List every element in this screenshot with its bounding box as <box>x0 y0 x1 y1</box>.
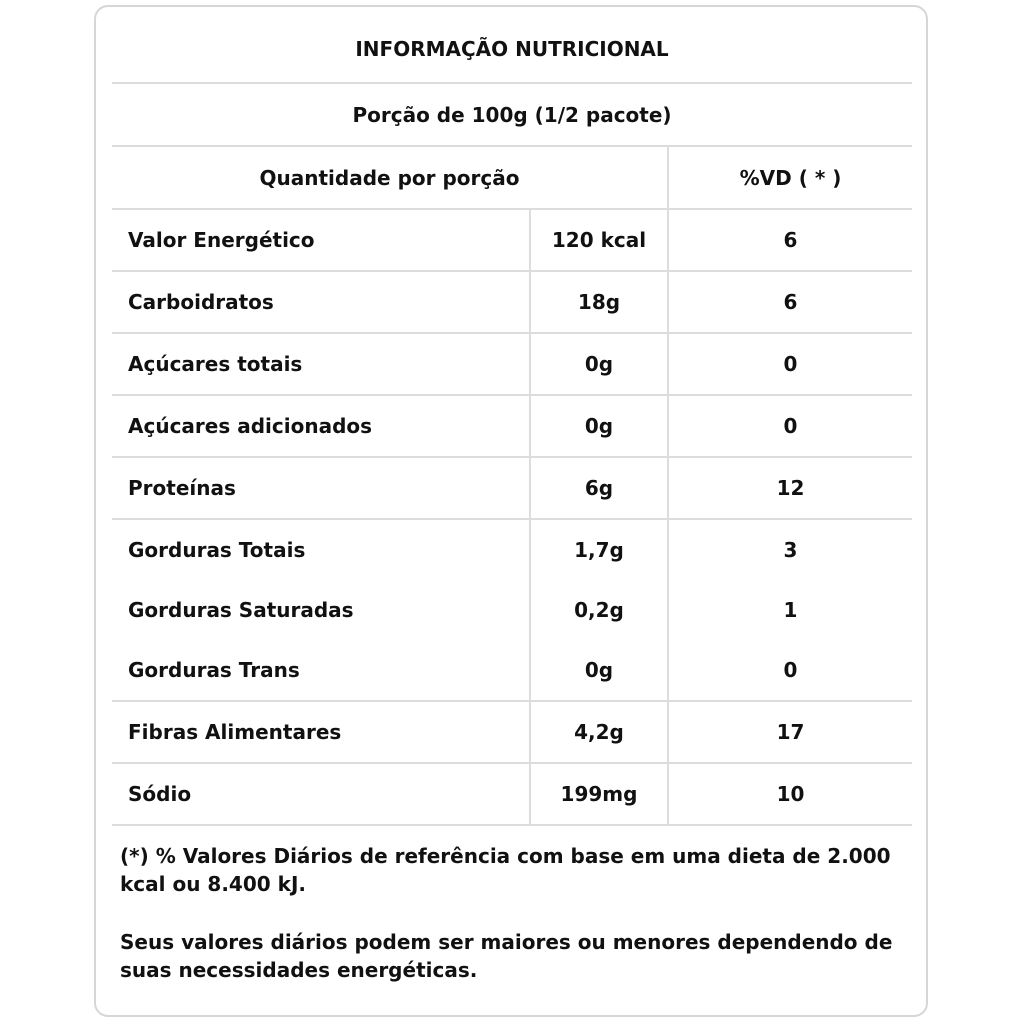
table-row <box>112 209 912 271</box>
nutrient-daily-value: 6 <box>668 209 912 271</box>
table-row <box>112 701 912 763</box>
nutrient-daily-value: 17 <box>668 701 912 763</box>
nutrient-name: Carboidratos <box>112 271 530 333</box>
nutrition-facts-table <box>112 16 912 826</box>
table-row <box>112 271 912 333</box>
table-title: INFORMAÇÃO NUTRICIONAL <box>355 37 669 61</box>
nutrient-amount: 0g <box>530 333 668 395</box>
header-quantity-per-portion: Quantidade por porção <box>112 146 668 209</box>
nutrient-name: Gorduras Totais <box>112 519 530 580</box>
daily-value-reference-note: (*) % Valores Diários de referência com base em uma dieta de 2.000 kcal ou 8.400 kJ. <box>120 844 891 896</box>
nutrient-amount: 1,7g <box>530 519 668 580</box>
nutrient-amount: 0,2g <box>530 580 668 640</box>
table-row <box>112 457 912 519</box>
nutrient-name: Fibras Alimentares <box>112 701 530 763</box>
nutrient-amount: 4,2g <box>530 701 668 763</box>
header-daily-value: %VD ( * ) <box>668 146 912 209</box>
nutrient-name: Gorduras Trans <box>128 658 300 682</box>
table-row <box>112 580 912 640</box>
table-row <box>112 395 912 457</box>
nutrient-daily-value: 12 <box>668 457 912 519</box>
nutrient-daily-value: 0 <box>668 640 912 701</box>
nutrient-amount: 0g <box>530 395 668 457</box>
nutrient-name: Açúcares totais <box>112 333 530 395</box>
nutrient-name: Sódio <box>112 763 530 825</box>
nutrient-name: Valor Energético <box>112 209 530 271</box>
nutrient-name: Açúcares adicionados <box>112 395 530 457</box>
nutrient-name: Proteínas <box>112 457 530 519</box>
table-row <box>112 519 912 580</box>
table-title-row <box>112 16 912 83</box>
footnotes <box>120 842 910 984</box>
nutrient-daily-value: 10 <box>668 763 912 825</box>
nutrient-amount: 199mg <box>530 763 668 825</box>
nutrient-amount: 0g <box>530 640 668 701</box>
nutrient-amount: 18g <box>530 271 668 333</box>
nutrient-name: Gorduras Saturadas <box>128 598 354 622</box>
nutrient-daily-value: 1 <box>668 580 912 640</box>
column-header-row <box>112 146 912 209</box>
table-row <box>112 333 912 395</box>
table-row <box>112 763 912 825</box>
portion-size: Porção de 100g (1/2 pacote) <box>112 83 912 146</box>
nutrient-amount: 6g <box>530 457 668 519</box>
portion-row <box>112 83 912 146</box>
nutrient-daily-value: 6 <box>668 271 912 333</box>
nutrient-daily-value: 3 <box>668 519 912 580</box>
nutrient-daily-value: 0 <box>668 395 912 457</box>
daily-value-disclaimer: Seus valores diários podem ser maiores ou menores dependendo de suas necessidades energéticas. <box>120 930 893 982</box>
table-row <box>112 640 912 701</box>
nutrient-daily-value: 0 <box>668 333 912 395</box>
nutrient-amount: 120 kcal <box>530 209 668 271</box>
